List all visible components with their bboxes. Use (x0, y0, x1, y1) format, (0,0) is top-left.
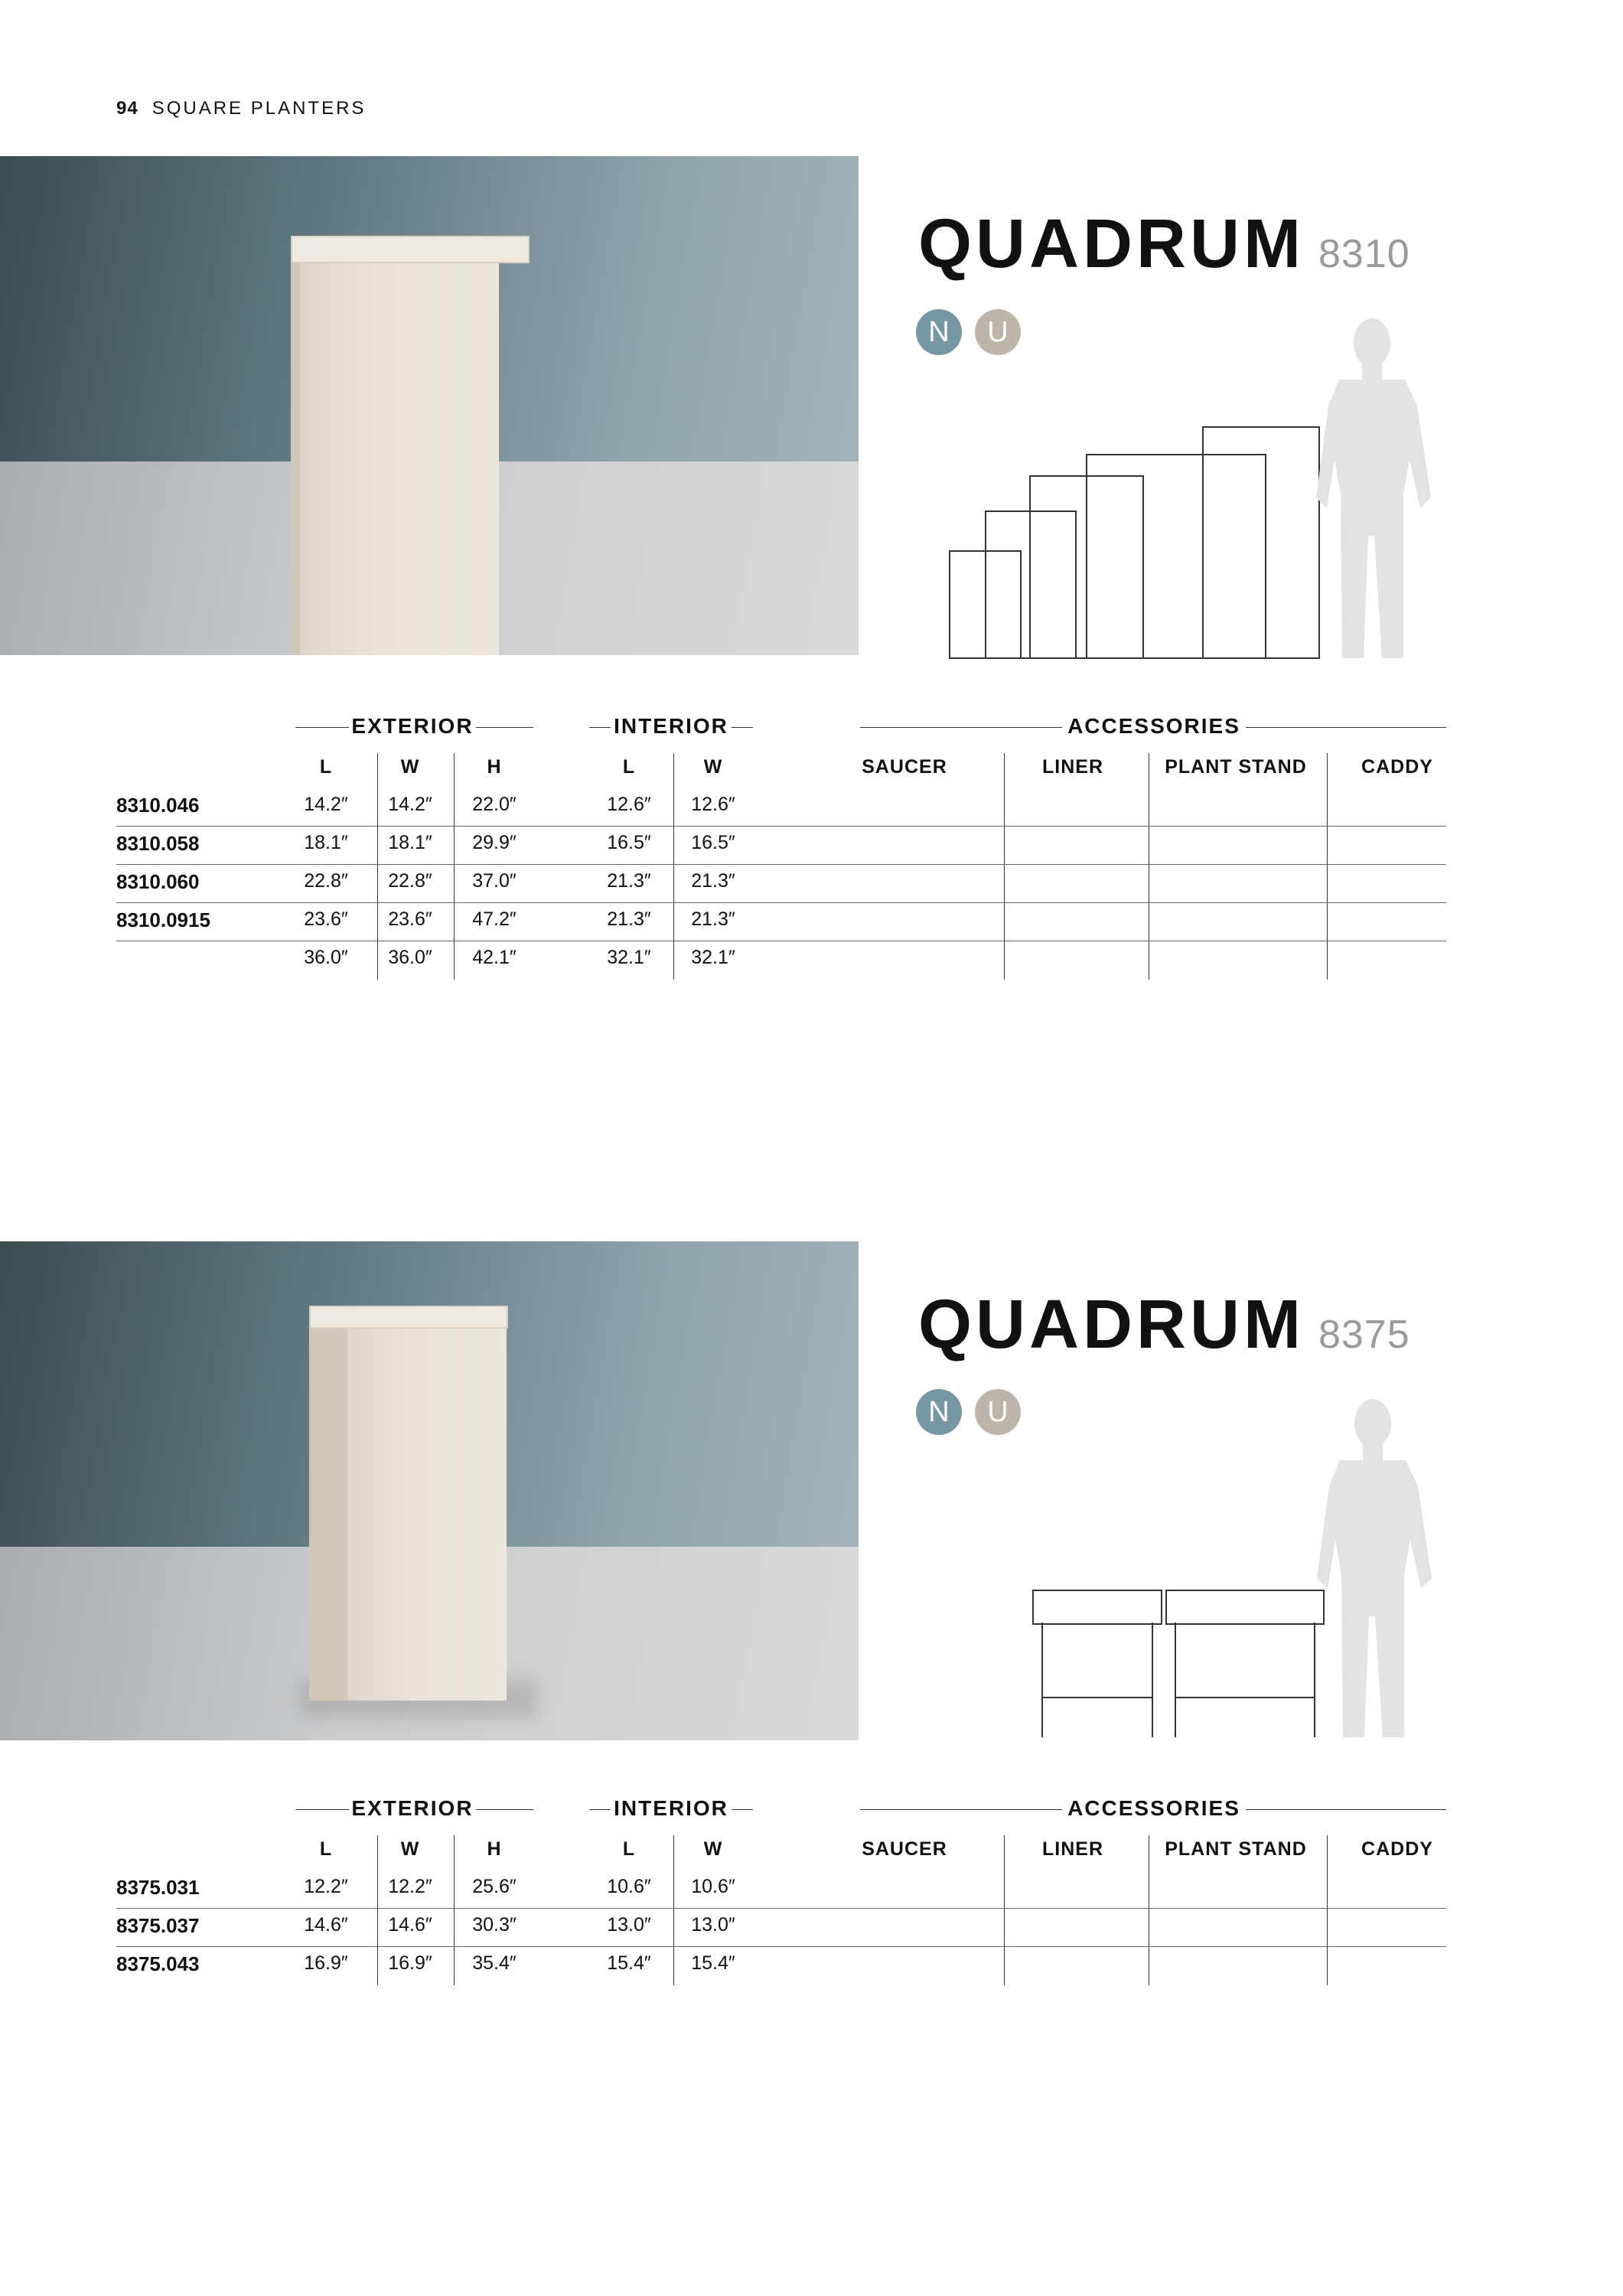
product-photo-8375 (0, 1241, 859, 1740)
cell-ext-l: 23.6″ (304, 908, 348, 930)
size-outline-0915 (1087, 455, 1266, 658)
finish-badge-n: N (916, 309, 962, 355)
planter-rim (291, 236, 530, 263)
finish-badge-n: N (916, 1389, 962, 1435)
cell-ext-l: 14.2″ (304, 794, 348, 815)
exterior-rule-left (295, 727, 349, 728)
group-accessories: ACCESSORIES (1067, 714, 1240, 738)
col-ext-l: L (319, 756, 333, 778)
page-number: 94 (116, 98, 139, 119)
cell-int-w: 16.5″ (691, 832, 735, 853)
finish-badge-u: U (975, 309, 1021, 355)
cell-int-w: 21.3″ (691, 870, 735, 892)
col-caddy: CADDY (1361, 756, 1433, 778)
product-title-8375 (918, 1286, 1410, 1365)
row-sku: 8375.031 (116, 1876, 200, 1899)
size-diagram-8310 (941, 306, 1446, 666)
row-sku: 8375.043 (116, 1952, 200, 1975)
planter-front (297, 254, 499, 655)
cell-int-l: 15.4″ (607, 1952, 651, 1974)
exterior-rule-left (295, 1809, 349, 1810)
cell-int-l: 32.1″ (607, 947, 651, 968)
group-interior: INTERIOR (614, 1796, 728, 1820)
planter-front (346, 1324, 507, 1701)
table-divider (1327, 1835, 1328, 1985)
row-sku: 8310.058 (116, 832, 200, 855)
row-sku: 8375.037 (116, 1914, 200, 1937)
exterior-rule-right (476, 1809, 533, 1810)
cell-ext-h: 29.9″ (472, 832, 517, 853)
cell-ext-l: 22.8″ (304, 870, 348, 892)
product-title-8310 (918, 205, 1410, 284)
cell-ext-w: 22.8″ (388, 870, 432, 892)
cell-ext-h: 22.0″ (472, 794, 517, 815)
table-divider (1004, 753, 1005, 980)
section-title: SQUARE PLANTERS (152, 98, 367, 119)
finish-badge-u: U (975, 1389, 1021, 1435)
col-plant-stand: PLANT STAND (1165, 756, 1307, 778)
row-sku: 8310.046 (116, 794, 200, 817)
row-separator (116, 826, 1446, 827)
cell-int-l: 13.0″ (607, 1914, 651, 1936)
col-caddy: CADDY (1361, 1838, 1433, 1860)
cell-ext-w: 14.2″ (388, 794, 432, 815)
table-divider (1004, 1835, 1005, 1985)
table-divider (673, 1835, 674, 1985)
accessories-rule-left (860, 1809, 1062, 1810)
cell-int-l: 12.6″ (607, 794, 651, 815)
col-int-w: W (703, 1838, 723, 1860)
interior-rule-left (589, 1809, 611, 1810)
planter-side (291, 251, 300, 655)
exterior-rule-right (476, 727, 533, 728)
col-ext-h: H (487, 756, 502, 778)
group-accessories: ACCESSORIES (1067, 1796, 1240, 1820)
accessories-rule-right (1246, 727, 1446, 728)
cell-ext-l: 14.6″ (304, 1914, 348, 1936)
human-silhouette (1316, 318, 1431, 658)
cell-ext-w: 14.6″ (388, 1914, 432, 1936)
cell-ext-h: 30.3″ (472, 1914, 517, 1936)
row-separator (116, 902, 1446, 903)
cell-int-w: 21.3″ (691, 908, 735, 930)
cell-int-l: 21.3″ (607, 908, 651, 930)
accessories-rule-right (1246, 1809, 1446, 1810)
interior-rule-left (589, 727, 611, 728)
cell-ext-w: 18.1″ (388, 832, 432, 853)
col-int-l: L (622, 1838, 636, 1860)
col-ext-w: W (400, 1838, 420, 1860)
row-separator (116, 864, 1446, 865)
product-name: QUADRUM (918, 206, 1305, 282)
col-int-l: L (622, 756, 636, 778)
cell-ext-w: 36.0″ (388, 947, 432, 968)
row-sku: 8310.0915 (116, 908, 210, 931)
size-diagram-8375 (1018, 1393, 1446, 1745)
cell-int-w: 13.0″ (691, 1914, 735, 1936)
table-divider (454, 1835, 455, 1985)
col-int-w: W (703, 756, 723, 778)
interior-rule-right (732, 727, 753, 728)
table-divider (377, 1835, 378, 1985)
col-liner: LINER (1042, 756, 1103, 778)
cell-ext-w: 16.9″ (388, 1952, 432, 1974)
cell-ext-w: 23.6″ (388, 908, 432, 930)
cell-int-w: 15.4″ (691, 1952, 735, 1974)
col-plant-stand: PLANT STAND (1165, 1838, 1307, 1860)
row-separator (116, 1908, 1446, 1909)
cell-int-l: 10.6″ (607, 1876, 651, 1897)
product-name: QUADRUM (918, 1287, 1305, 1363)
planter-rim (309, 1306, 508, 1329)
accessories-rule-left (860, 727, 1062, 728)
col-ext-h: H (487, 1838, 502, 1860)
group-exterior: EXTERIOR (351, 1796, 474, 1820)
group-exterior: EXTERIOR (351, 714, 474, 738)
cell-ext-h: 37.0″ (472, 870, 517, 892)
human-silhouette (1317, 1399, 1432, 1737)
cell-int-w: 12.6″ (691, 794, 735, 815)
cell-ext-h: 47.2″ (472, 908, 517, 930)
table-divider (1327, 753, 1328, 980)
col-ext-l: L (319, 1838, 333, 1860)
product-model: 8310 (1318, 232, 1410, 276)
cell-int-l: 16.5″ (607, 832, 651, 853)
planter-stand-outline (1033, 1590, 1324, 1737)
cell-ext-h: 25.6″ (472, 1876, 517, 1897)
cell-int-w: 32.1″ (691, 947, 735, 968)
col-liner: LINER (1042, 1838, 1103, 1860)
cell-ext-h: 42.1″ (472, 947, 517, 968)
planter-side (309, 1321, 347, 1701)
row-sku: 8310.060 (116, 870, 200, 893)
cell-int-w: 10.6″ (691, 1876, 735, 1897)
cell-ext-l: 36.0″ (304, 947, 348, 968)
group-interior: INTERIOR (614, 714, 728, 738)
product-photo-8310 (0, 156, 859, 655)
table-divider (454, 753, 455, 980)
size-outline-36 (1203, 427, 1319, 658)
table-divider (673, 753, 674, 980)
cell-ext-l: 12.2″ (304, 1876, 348, 1897)
cell-ext-l: 18.1″ (304, 832, 348, 853)
col-saucer: SAUCER (862, 1838, 947, 1860)
col-saucer: SAUCER (862, 756, 947, 778)
cell-ext-w: 12.2″ (388, 1876, 432, 1897)
product-model: 8375 (1318, 1313, 1410, 1357)
cell-ext-h: 35.4″ (472, 1952, 517, 1974)
row-separator (116, 1946, 1446, 1947)
interior-rule-right (732, 1809, 753, 1810)
table-divider (377, 753, 378, 980)
cell-int-l: 21.3″ (607, 870, 651, 892)
page-header (116, 98, 366, 119)
cell-ext-l: 16.9″ (304, 1952, 348, 1974)
col-ext-w: W (400, 756, 420, 778)
